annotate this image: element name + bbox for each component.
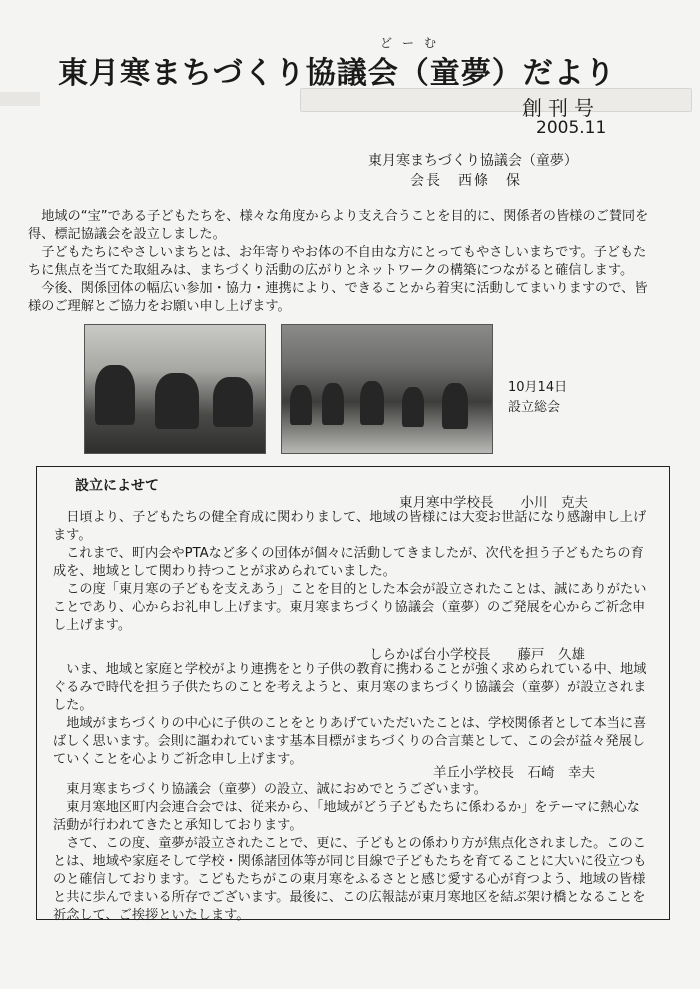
author-name: 羊丘小学校長 石崎 幸夫: [433, 765, 595, 781]
meeting-photo-podium: [84, 324, 266, 454]
greeting-paragraph: 日頃より、子どもたちの健全育成に関わりまして、地域の皆様には大変お世話になり感謝申し上げます。: [53, 510, 647, 543]
scan-shadow: [0, 92, 40, 106]
intro-text: [28, 208, 658, 316]
photo-caption: [508, 378, 567, 418]
photo-figure: [155, 373, 199, 429]
meeting-photo-hall: [281, 324, 493, 454]
photo-figure: [442, 383, 468, 429]
greeting-paragraph: さて、この度、童夢が設立されたことで、更に、子どもとの係わり方が焦点化されました。このことは、地域や家庭そして学校・関係諸団体等が同じ目線で子どもたちを育てることに大いに役立つものと確信しております。こどもたちがこの東月寒をふるさとと感じ愛する心が育つよう、地域の皆様と共に歩んでまいる所存でございます。最後に、この広報誌が東月寒地区を結ぶ架け橋となることを祈念して、ご挨拶といたします。: [53, 836, 647, 923]
greeting-paragraph: 東月寒まちづくり協議会（童夢）の設立、誠におめでとうございます。: [66, 782, 487, 797]
greeting-paragraph: 東月寒地区町内会連合会では、従来から、「地域がどう子どもたちに係わるか」をテーマに熱心な活動が行われてきたと承知しております。: [53, 800, 640, 833]
organization-name: 東月寒まちづくり協議会（童夢）: [368, 153, 578, 169]
photo-figure: [402, 387, 424, 427]
title-ruby: どーむ: [380, 36, 447, 50]
greetings-box: [36, 466, 670, 923]
photo-figure: [213, 377, 253, 427]
author-name: しらかば台小学校長 藤戸 久雄: [369, 647, 585, 663]
intro-paragraph: 今後、関係団体の幅広い参加・協力・連携により、できることから着実に活動してまいりますので、皆様のご理解とご協力をお願い申し上げます。: [28, 281, 648, 314]
intro-paragraph: 地域の“宝”である子どもたちを、様々な角度からより支え合うことを目的に、関係者の皆様のご賛同を得、標記協議会を設立しました。: [28, 209, 649, 242]
greeting-section: [53, 781, 653, 925]
photo-figure: [322, 383, 344, 425]
greeting-paragraph: この度「東月寒の子どもを支えあう」ことを目的とした本会が設立されたことは、誠にありがたいことであり、心からお礼申し上げます。東月寒まちづくり協議会（童夢）のご発展を心からご祈念申し上げます。: [53, 582, 647, 633]
chairperson: 会長 西條 保: [410, 173, 522, 189]
intro-paragraph: 子どもたちにやさしいまちとは、お年寄りやお体の不自由な方にとってもやさしいまちです。子どもたちに焦点を当てた取組みは、まちづくり活動の広がりとネットワークの構築につながると確信します。: [28, 245, 647, 278]
author-name: 東月寒中学校長 小川 克夫: [399, 495, 588, 511]
greeting-section: [53, 661, 653, 769]
caption-event: 設立総会: [508, 400, 561, 415]
issue-label: 創刊号: [522, 96, 600, 120]
newsletter-title: 東月寒まちづくり協議会（童夢）だより: [58, 56, 616, 91]
caption-date: 10月14日: [508, 380, 568, 395]
greeting-section: [53, 509, 653, 635]
greeting-paragraph: これまで、町内会やPTAなど多くの団体が個々に活動してきましたが、次代を担う子どもたちの育成を、地域として関わり持つことが求められていました。: [53, 546, 644, 579]
photo-figure: [290, 385, 312, 425]
greeting-paragraph: 地域がまちづくりの中心に子供のことをとりあげていただいたことは、学校関係者として本当に喜ばしく思います。会則に謳われています基本目標がまちづくりの合言葉として、この会が益々発展していくことを心よりご祈念申し上げます。: [53, 716, 647, 767]
issue-date: 2005.11: [536, 118, 607, 138]
greeting-paragraph: いま、地域と家庭と学校がより連携をとり子供の教育に携わることが強く求められている中、地域ぐるみで時代を担う子供たちのことを考えようと、東月寒のまちづくり協議会（童夢）が設立されました。: [53, 662, 647, 713]
photo-figure: [360, 381, 384, 425]
photo-figure: [95, 365, 135, 425]
greetings-heading: 設立によせて: [75, 478, 159, 494]
